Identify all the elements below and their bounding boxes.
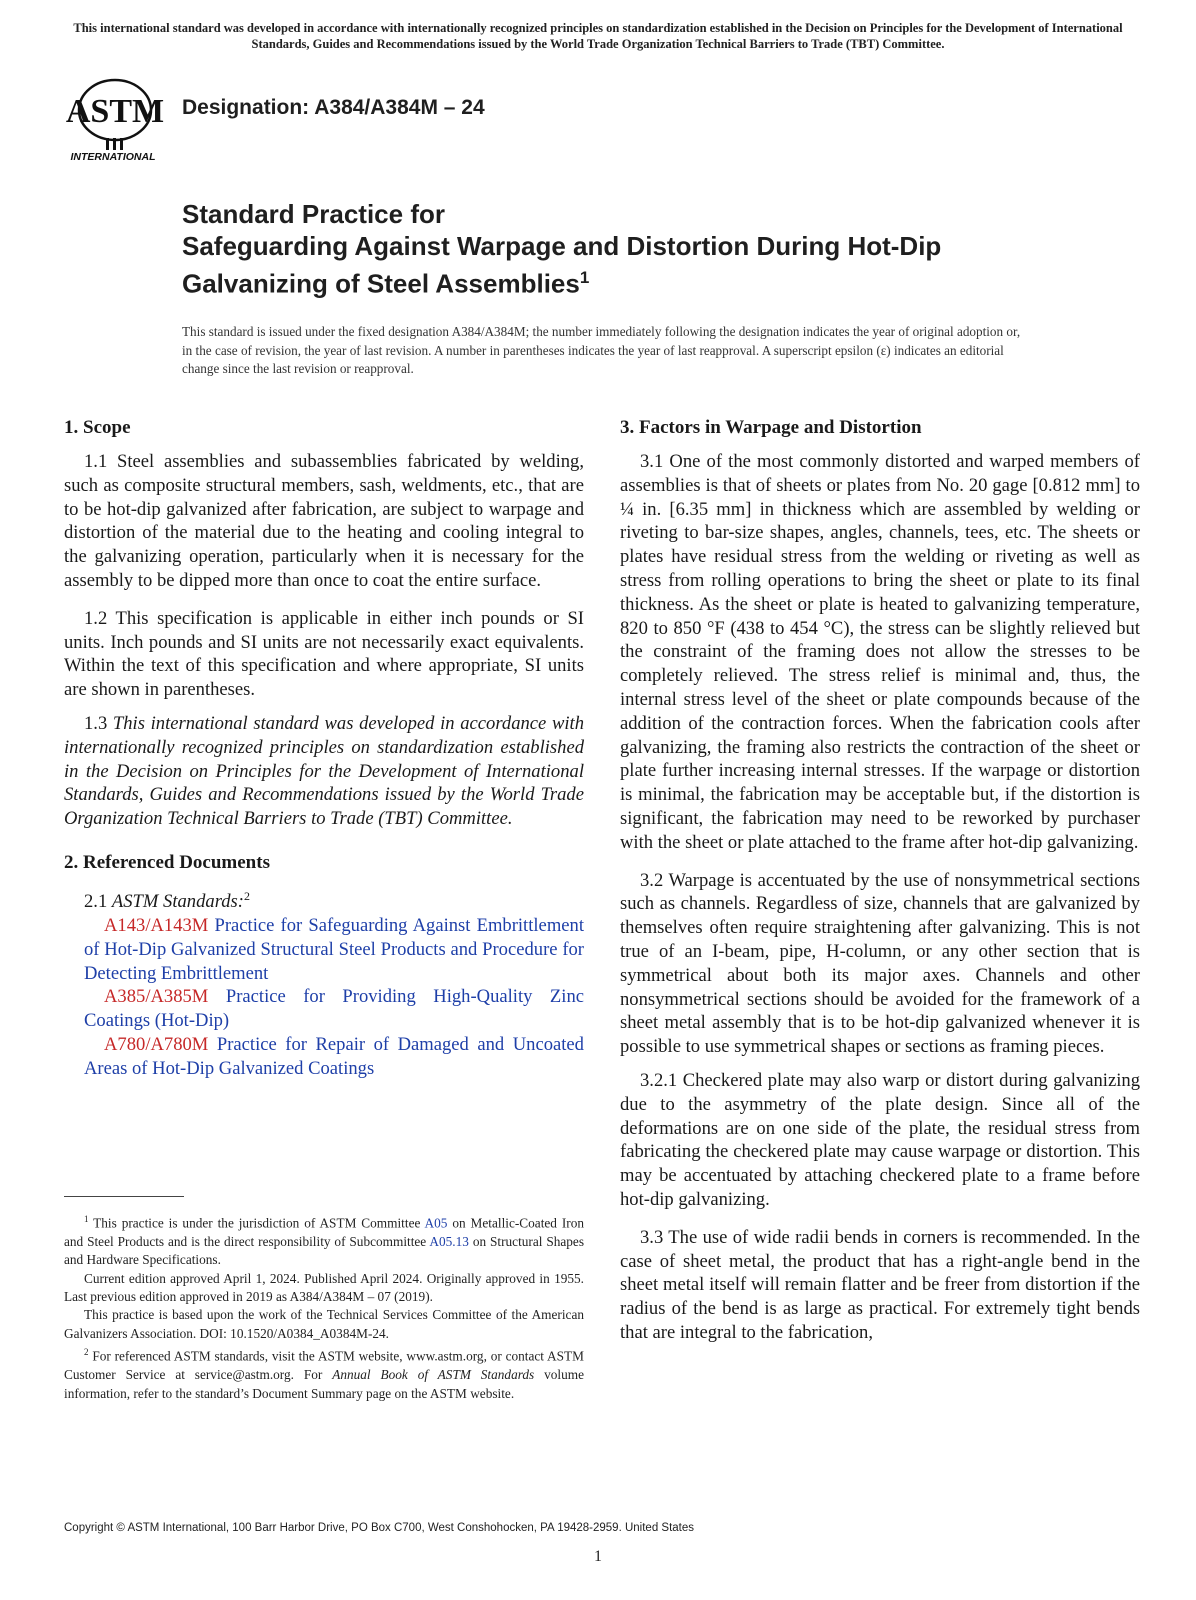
subcommittee-link[interactable]: A05.13: [429, 1233, 469, 1249]
committee-link[interactable]: A05: [424, 1215, 448, 1231]
issued-note: This standard is issued under the fixed designation A384/A384M; the number immediately following the designation indicates the year of original adoption or, in the case of revision, the year of last revision. A number in parentheses indicates the year of last reapproval. A superscript epsilon (ε) indicates an editorial change since the last revision or reapproval.: [182, 324, 1021, 376]
astm-logo: [62, 76, 168, 166]
reference-code: A143/A143M: [104, 914, 209, 936]
footnote-1: $^1$ This practice is under the jurisdiction of ASTM Committee A05 on Metallic-Coated Iron and Steel Products and is the direct responsibility of Subcommittee A05.13 on Structural Shapes and Hardware Specifications.: [64, 1214, 585, 1268]
copyright: Copyright © ASTM International, 100 Barr Harbor Drive, PO Box C700, West Conshohocken, PA 19428-2959. United States: [64, 1522, 695, 1534]
footnote-divider: [64, 1196, 184, 1197]
paragraph-3-1: 3.1 One of the most commonly distorted and warped members of assemblies is that of sheets or plates from No. 20 gage [0.812 mm] to ¼ in. [6.35 mm] in thickness which are assembled by welding or riveting to bar-size shapes, angles, channels, tees, etc. The sheets or plates have residual stress from the welding or riveting as well as stress from rolling operations to bring the sheet or plate to its final thickness. As the sheet or plate is heated to galvanizing temperature, 820 to 850 °F (438 to 454 °C), the stress can be slightly relieved but the constraint of the framing does not allow the stresses to be completely relieved. The stress relief is minimal and, thus, the internal stress level of the sheet or plate compounds because of the addition of the contraction forces. When the fabrication cools after galvanizing, the framing also restricts the contraction of the sheet or plate further increasing internal stresses. If the warpage or distortion is minimal, the fabrication may be acceptable but, if the distortion is significant, the fabrication may need to be reworked by purchaser with the sheet or plate attached to the frame after hot-dip galvanizing.: [620, 451, 1140, 853]
section-heading-referenced: 2. Referenced Documents: [64, 851, 270, 873]
footnote-2: $^2$ For referenced ASTM standards, visit the ASTM website, www.astm.org, or contact ASTM Customer Service at service@astm.org. For Annual Book of ASTM Standards volume information, refer to the standard’s Document Summary page on the ASTM website.: [64, 1347, 585, 1401]
reference-code: A385/A385M: [104, 986, 209, 1008]
subsection-2-1: 2.1 ASTM Standards:$^2$: [84, 888, 250, 913]
reference-item[interactable]: [64, 985, 584, 1033]
reference-title: Practice for Repair of Damaged and Uncoated Areas of Hot-Dip Galvanized Coatings: [84, 1033, 584, 1079]
reference-item[interactable]: [64, 914, 584, 985]
footnote-edition: Current edition approved April 1, 2024. Published April 2024. Originally approved in 1955. Last previous edition approved in 2019 as A384/A384M – 07 (2019).: [64, 1270, 584, 1305]
page-number: 1: [594, 1548, 602, 1565]
paragraph-3-2-1: 3.2.1 Checkered plate may also warp or distort during galvanizing due to the asymmetry of the plate design. Since all of the deformations are on one side of the plate, the residual stress from fabricating the checkered plate may cause warpage or distortion. This may be accentuated by attaching checkered plate to a frame before hot-dip galvanizing.: [620, 1069, 1140, 1210]
header-notice: This international standard was developed in accordance with internationally recognized principles on standardization established in the Decision on Principles for the Development of International Standards, Guides and Recommendations issued by the World Trade Organization Technical Barriers to Trade (TBT) Committee.: [73, 21, 1123, 51]
title-footnote-mark: 1: [579, 268, 590, 287]
paragraph-3-2: 3.2 Warpage is accentuated by the use of nonsymmetrical sections such as channels. Regardless of size, channels that are galvanized by themselves often require straightening after galvanizing. This is not true of an I-beam, pipe, H-column, or any other section that is symmetrical about both its major axes. Channels and other nonsymmetrical sections should be avoided for the framework of a sheet metal assembly that is to be hot-dip galvanized whenever it is possible to use symmetrical shapes or sections as framing pieces.: [620, 869, 1140, 1058]
paragraph-1-1: 1.1 Steel assemblies and subassemblies fabricated by welding, such as composite structural members, sash, weldments, etc., that are to be hot-dip galvanized after fabrication, are subject to warpage and distortion of the material due to the heating and cooling integral to the galvanizing operation, particularly when it is necessary for the assembly to be dipped more than once to coat the entire surface.: [64, 451, 584, 591]
footnote-basis: This practice is based upon the work of the Technical Services Committee of the American Galvanizers Association. DOI: 10.1520/A0384_A0384M-24.: [64, 1307, 584, 1341]
logo-text: ASTM: [65, 93, 165, 130]
right-column: [620, 416, 1140, 1345]
reference-item[interactable]: [64, 1033, 584, 1081]
paragraph-1-2: 1.2 This specification is applicable in either inch pounds or SI units. Inch pounds and SI units are not necessarily exact equivalents. Within the text of this specification and where appropriate, SI units are shown in parentheses.: [64, 607, 584, 701]
logo-subtext: INTERNATIONAL: [70, 151, 156, 163]
paragraph-1-3: 1.3 This international standard was developed in accordance with internationally recognized principles on standardization established in the Decision on Principles for the Development of International Standards, Guides and Recommendations issued by the World Trade Organization Technical Barriers to Trade (TBT) Committee.: [64, 712, 584, 830]
section-heading-scope: 1. Scope: [64, 417, 131, 438]
reference-title: Practice for Safeguarding Against Embrittlement of Hot-Dip Galvanized Structural Steel Products and Procedure for Detecting Embrittlement: [84, 914, 584, 984]
footnotes: [64, 1210, 584, 1403]
title-line-2: Safeguarding Against Warpage and Distortion During Hot-Dip Galvanizing of Steel Assemblies$^1$: [182, 231, 942, 299]
reference-title: Practice for Providing High-Quality Zinc Coatings (Hot-Dip): [84, 986, 584, 1032]
document-title: [182, 198, 1042, 300]
designation: Designation: A384/A384M – 24: [182, 96, 485, 119]
title-line-1: Standard Practice for: [182, 199, 445, 229]
reference-code: A780/A780M: [104, 1033, 209, 1055]
left-column: [64, 416, 584, 1081]
section-heading-factors: 3. Factors in Warpage and Distortion: [620, 417, 922, 438]
paragraph-3-3: 3.3 The use of wide radii bends in corners is recommended. In the case of sheet metal, the product that has a right-angle bend in the sheet metal itself will remain flatter and be freer from distortion if the radius of the bend is as large as practical. For extremely tight bends that are integral to the fabrication,: [620, 1226, 1140, 1343]
astm-logo-mark: [62, 76, 168, 166]
